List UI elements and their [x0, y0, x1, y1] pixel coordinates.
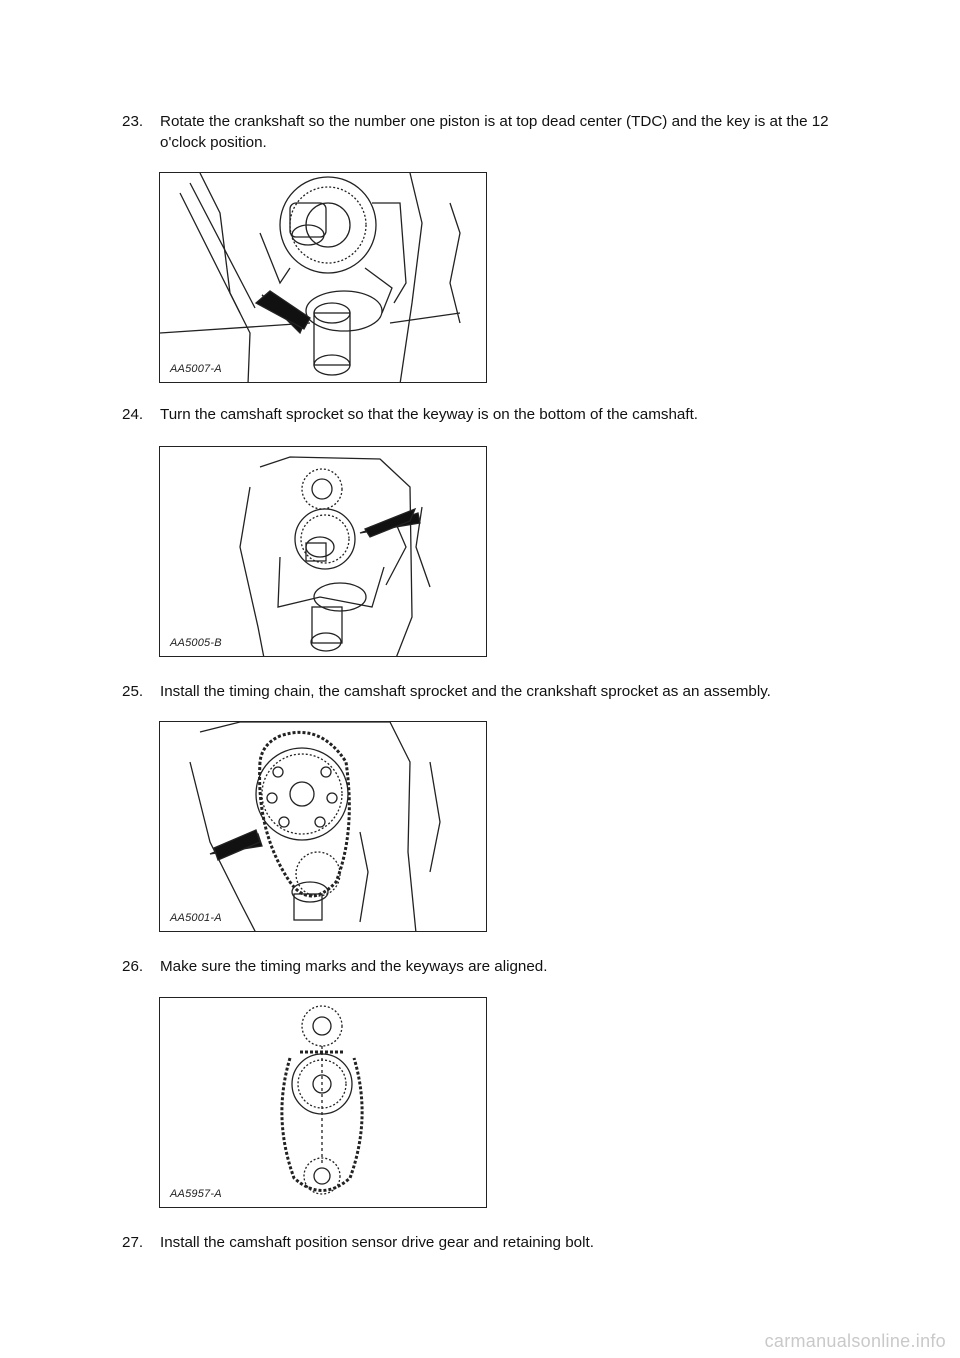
step-text: Make sure the timing marks and the keyways are aligned. — [160, 958, 548, 975]
step-number: 23. — [122, 113, 144, 130]
figure-aa5001 — [159, 721, 487, 932]
figure-aa5007 — [159, 172, 487, 383]
figure-code: AA5005-B — [170, 637, 222, 649]
timing-marks-alignment-illustration — [160, 998, 487, 1208]
step-text: Rotate the crankshaft so the number one piston is at top dead center (TDC) and the key is at the 12 o'clock position. — [160, 113, 829, 151]
step-text: Install the timing chain, the camshaft sprocket and the crankshaft sprocket as an assembly. — [160, 683, 771, 700]
figure-code: AA5007-A — [170, 363, 222, 375]
crankshaft-key-illustration — [160, 173, 487, 383]
camshaft-sprocket-illustration — [160, 447, 487, 657]
step-number: 25. — [122, 683, 144, 700]
step-number: 26. — [122, 958, 144, 975]
step-text: Turn the camshaft sprocket so that the keyway is on the bottom of the camshaft. — [160, 406, 699, 423]
watermark: carmanualsonline.info — [764, 1331, 946, 1351]
figure-code: AA5957-A — [170, 1188, 222, 1200]
timing-chain-assembly-illustration — [160, 722, 487, 932]
step-text: Install the camshaft position sensor drive gear and retaining bolt. — [160, 1234, 594, 1251]
figure-aa5005 — [159, 446, 487, 657]
figure-aa5957 — [159, 997, 487, 1208]
step-number: 27. — [122, 1234, 144, 1251]
step-number: 24. — [122, 406, 144, 423]
figure-code: AA5001-A — [170, 912, 222, 924]
